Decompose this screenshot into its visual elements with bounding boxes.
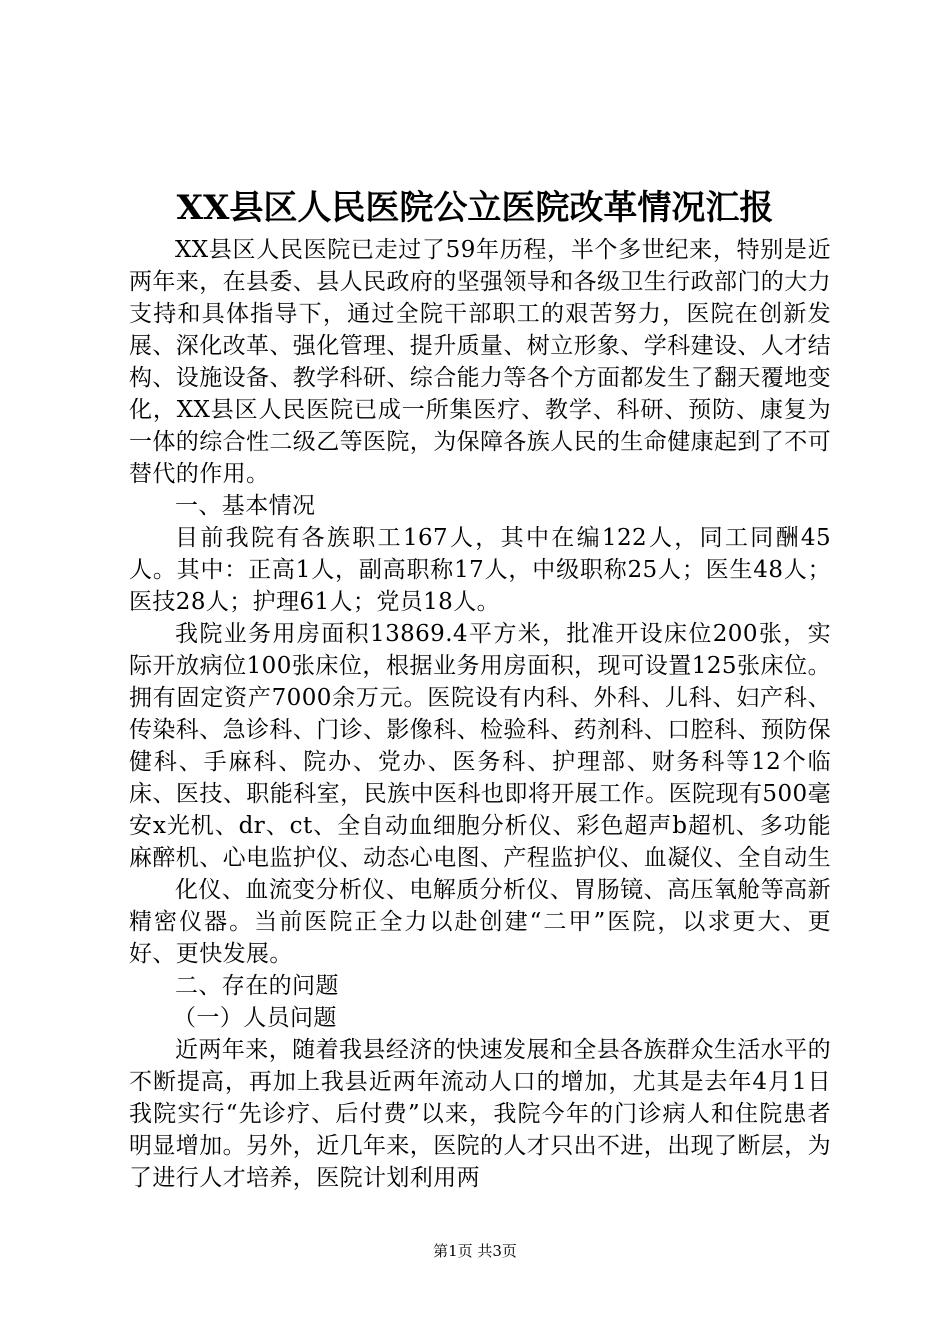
subsection-heading-personnel: （一）人员问题 (173, 1005, 337, 1031)
document-body (129, 234, 831, 1194)
section-heading-problems: 二、存在的问题 (175, 973, 339, 999)
intro-paragraph: XX县区人民医院已走过了59年历程，半个多世纪来，特别是近两年来，在县委、县人民政府的坚强领导和各级卫生行政部门的大力支持和具体指导下，通过全院干部职工的艰苦努力，医院在创新发展、深化改革、强化管理、提升质量、树立形象、学科建设、人才结构、设施设备、教学科研、综合能力等各个方面都发生了翻天覆地变化，XX县区人民医院已成一所集医疗、教学、科研、预防、康复为一体的综合性二级乙等医院，为保障各族人民的生命健康起到了不可替代的作用。 (129, 237, 831, 487)
equipment-paragraph: 化仪、血流变分析仪、电解质分析仪、胃肠镜、高压氧舱等高新精密仪器。当前医院正全力以赴创建“二甲”医院，以求更大、更好、更快发展。 (129, 877, 831, 967)
section-heading-basic-info: 一、基本情况 (175, 493, 316, 519)
facilities-paragraph: 我院业务用房面积13869.4平方米，批准开设床位200张，实际开放病位100张床位，根据业务用房面积，现可设置125张床位。拥有固定资产7000余万元。医院设有内科、外科、儿科、妇产科、传染科、急诊科、门诊、影像科、检验科、药剂科、口腔科、预防保健科、手麻科、院办、党办、医务科、护理部、财务科等12个临床、医技、职能科室，民族中医科也即将开展工作。医院现有500毫安x光机、dr、ct、全自动血细胞分析仪、彩色超声b超机、多功能麻醉机、心电监护仪、动态心电图、产程监护仪、血凝仪、全自动生 (129, 621, 831, 871)
page-footer: 第1页 共3页 (433, 1242, 517, 1260)
document-title: XX县区人民医院公立医院改革情况汇报 (176, 188, 774, 228)
staff-paragraph: 目前我院有各族职工167人，其中在编122人，同工同酬45人。其中：正高1人，副高职称17人，中级职称25人；医生48人；医技28人；护理61人；党员18人。 (129, 525, 831, 615)
personnel-paragraph: 近两年来，随着我县经济的快速发展和全县各族群众生活水平的不断提高，再加上我县近两年流动人口的增加，尤其是去年4月1日我院实行“先诊疗、后付费”以来，我院今年的门诊病人和住院患者明显增加。另外，近几年来，医院的人才只出不进，出现了断层，为了进行人才培养，医院计划利用两 (129, 1037, 831, 1191)
